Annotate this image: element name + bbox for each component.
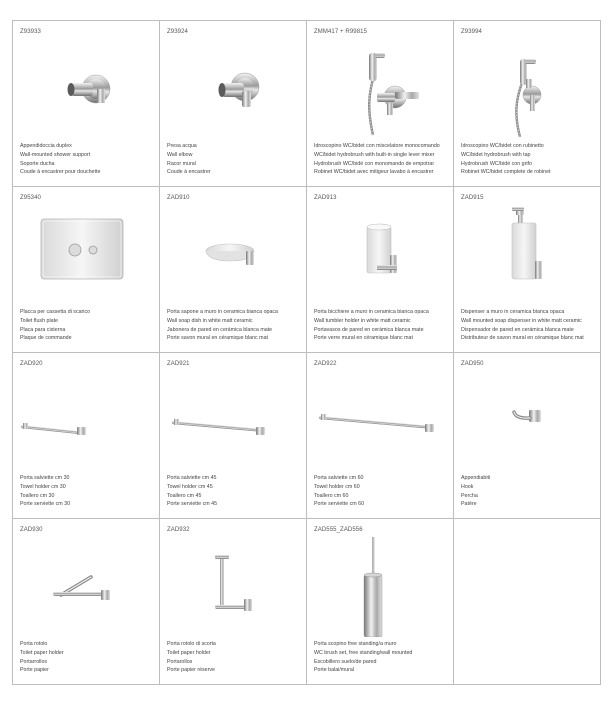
product-cell[interactable] (13, 353, 160, 519)
toilet-brush-icon (307, 537, 454, 637)
product-code: ZAD910 (167, 195, 190, 201)
product-code: ZAD913 (314, 195, 337, 201)
product-cell[interactable] (13, 21, 160, 187)
towel-holder-60-icon (307, 371, 454, 471)
tumbler-holder-icon (307, 205, 454, 305)
toilet-paper-holder-icon (13, 537, 160, 637)
product-cell[interactable] (160, 21, 307, 187)
product-cell[interactable] (307, 187, 454, 353)
product-description: Porta sapone a muro in ceramica bianca opaca Wall soap dish in white matt ceramic Jabonera de pared en cerámica blanca mate Porte savon mural en céramique blanc mat (167, 309, 279, 342)
product-code: Z93933 (20, 29, 41, 35)
product-row (13, 353, 601, 519)
hook-icon (454, 371, 601, 471)
product-code: ZAD915 (461, 195, 484, 201)
product-grid (12, 20, 601, 685)
product-description: Idroscopino WC/bidet con rubinetto WC/bidet hydrobrush with tap Hydrobrush WC/bidé con grifo Robinet WC/bidet complete de robinet (461, 143, 551, 176)
product-description: Porta salviette cm 60 Towel holder cm 60 Toallero cm 60 Porte serviette cm 60 (314, 475, 365, 508)
towel-holder-30-icon (13, 371, 160, 471)
soap-dispenser-icon (454, 205, 601, 305)
product-description: Porta salviette cm 30 Towel holder cm 30 Toallero cm 30 Porte serviette cm 30 (20, 475, 71, 508)
spare-paper-holder-icon (160, 537, 307, 637)
product-cell[interactable] (307, 353, 454, 519)
product-cell[interactable] (454, 21, 601, 187)
product-row (13, 21, 601, 187)
product-description: Idroscopino WC/bidet con miscelatore monocomando WC/bidet hydrobrush with built-in single lever mixer Hydrobrush WC/bidé con monomando de empotrar Robinet WC/bidet avec mitigeur lavabo à encastrer (314, 143, 440, 176)
soap-dish-icon (160, 205, 307, 305)
hydrobrush-mixer-icon (307, 39, 454, 139)
product-code: ZAD932 (167, 527, 190, 533)
product-cell[interactable] (160, 519, 307, 685)
product-code: ZAD555_ZAD556 (314, 527, 363, 533)
product-cell[interactable] (307, 519, 454, 685)
product-cell[interactable] (13, 519, 160, 685)
wall-elbow-icon (160, 39, 307, 139)
product-description: Porta scopino free standing/a muro WC brush set, free standing/wall mounted Escobillero suelo/de pared Porte balai/mural (314, 641, 413, 674)
wall-shower-support-icon (13, 39, 160, 139)
product-code: ZAD922 (314, 361, 337, 367)
product-cell[interactable] (454, 187, 601, 353)
flush-plate-icon (13, 205, 160, 305)
product-code: Z93924 (167, 29, 188, 35)
product-code: ZAD930 (20, 527, 43, 533)
product-code: ZMM417 + R99815 (314, 29, 368, 35)
product-description: Dispenser a muro in ceramica bianca opaca Wall mounted soap dispenser in white matt ceramic Dispensador de pared en cerámica blanca mate Distributeur de savon mural en céramique blanc mat (461, 309, 584, 342)
towel-holder-45-icon (160, 371, 307, 471)
product-description: Porta salviette cm 45 Towel holder cm 45 Toallero cm 45 Porte serviette cm 45 (167, 475, 218, 508)
product-row (13, 187, 601, 353)
product-cell[interactable] (454, 353, 601, 519)
product-description: Porta bicchiere a muro in ceramica bianca opaca Wall tumbler holder in white matt ceramic Portavasos de pared en cerámica blanca mate Porte verre mural en céramique blanc mat (314, 309, 429, 342)
product-row (13, 519, 601, 685)
product-cell[interactable] (160, 353, 307, 519)
product-code: ZAD920 (20, 361, 43, 367)
product-code: Z95340 (20, 195, 41, 201)
hydrobrush-tap-icon (454, 39, 601, 139)
product-cell[interactable] (307, 21, 454, 187)
product-description: Porta rotolo di scorta Toilet paper holder Portarollos Porte papier réserve (167, 641, 216, 674)
product-description: Placca per cassetta di scarico Toilet flush plate Placa para cisterna Plaque de commande (20, 309, 91, 342)
empty-cell (454, 519, 601, 685)
product-code: ZAD921 (167, 361, 190, 367)
product-description: Porta rotolo Toilet paper holder Portarrollos Porte papier (20, 641, 64, 674)
product-code: ZAD950 (461, 361, 484, 367)
product-description: Appendiabiti Hook Percha Patère (461, 475, 491, 508)
product-cell[interactable] (13, 187, 160, 353)
product-description: Presa acqua Wall elbow Racor mural Coude à encastrer (167, 143, 211, 176)
product-description: Appendidoccia duplex Wall-mounted shower support Soporte ducha Coude à encastrer pour douchette (20, 143, 101, 176)
product-code: Z93994 (461, 29, 482, 35)
product-cell[interactable] (160, 187, 307, 353)
